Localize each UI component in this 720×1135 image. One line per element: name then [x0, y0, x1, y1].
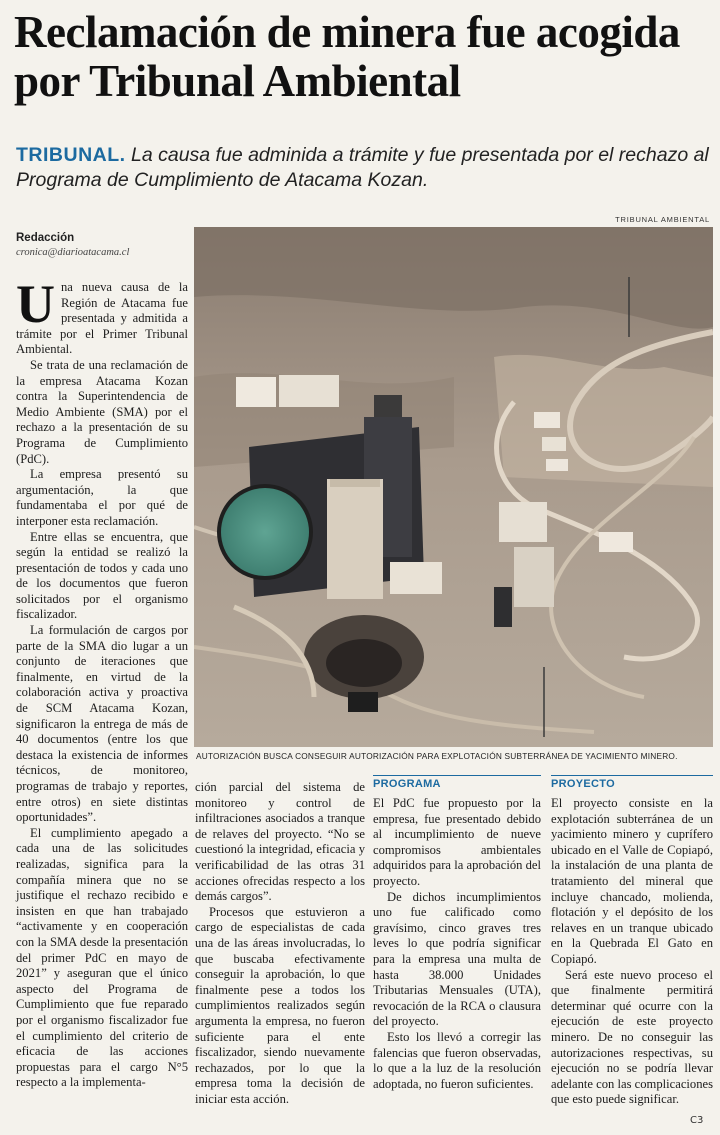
author: Redacción — [16, 232, 75, 244]
body-column-1 — [16, 274, 188, 1091]
aerial-photo — [194, 227, 713, 747]
end-mark-icon: C3 — [690, 1115, 704, 1126]
section-heading-proyecto: PROYECTO — [551, 778, 615, 790]
section-heading-programa: PROGRAMA — [373, 778, 441, 790]
body-column-3 — [373, 796, 541, 1092]
byline — [16, 232, 186, 258]
paragraph: Procesos que estuvieron a cargo de especialistas de cada una de las áreas involucradas, lo que buscaba efectivamente conseguir la aprobación, lo que finalmente pese a todos los cumplimientos realizados según argumenta la empresa, no fueron suficiente para el ente fiscalizador, siendo nuevamente rechazados, por lo que la empresa toma la decisión de iniciar esta acción. — [195, 904, 365, 1106]
deck-text: La causa fue adminida a trámite y fue presentada por el rechazo al Programa de Cumplimiento de Atacama Kozan. — [16, 144, 709, 191]
paragraph: El cumplimiento apegado a cada una de las solicitudes realizadas, significa para la compañía minera que no se justifique el rechazo recibido e insisten en que han trabajado “activamente y en cooperación con la SMA desde la presentación del primer PdC en mayo de 2021” y aseguran que el único aspecto del Programa de Cumplimiento que fue reparado por el organismo fiscalizador fue el cumplimiento del criterio de eficacia de las acciones propuestas para el cargo N°5 respecto a la implementa- — [16, 825, 188, 1090]
paragraph: Entre ellas se encuentra, que según la entidad se realizó la presentación de todos y cada uno de los documentos que fueron solicitados por el organismo fiscalizador. — [16, 529, 188, 622]
paragraph: El PdC fue propuesto por la empresa, fue presentado debido al incumplimiento de nueve compromisos ambientales adquiridos para la aprobación del proyecto. — [373, 796, 541, 888]
paragraph: Será este nuevo proceso el que finalmente permitirá determinar qué ocurre con la ejecución de este proyecto minero. De no conseguir las autorizaciones respectivas, su ejecución no se podría llevar adelante con las complicaciones que esto puede significar. — [551, 967, 713, 1107]
paragraph-text: na nueva causa de la Región de Atacama fue presentada y admitida a trámite por el Primer Tribunal Ambiental. — [16, 280, 188, 357]
paragraph: La empresa presentó su argumentación, la que fundamentaba el por qué de interponer esta reclamación. — [16, 467, 188, 528]
paragraph: El proyecto consiste en la explotación subterránea de un yacimiento minero y cuprífero ubicado en el Valle de Copiapó, la instalación de una planta de tratamiento del mineral que incluye chancado, molienda, flotación y el depósito de los relaves en un tranque ubicado en la Quebrada El Gato en Copiapó. — [551, 796, 713, 966]
body-column-2 — [195, 780, 365, 1107]
section-rule — [373, 775, 541, 776]
photo-caption: AUTORIZACIÓN BUSCA CONSEGUIR AUTORIZACIÓN PARA EXPLOTACIÓN SUBTERRÁNEA DE YACIMIENTO MINERO. — [196, 751, 678, 761]
paragraph: La formulación de cargos por parte de la SMA dio lugar a un conjunto de iteraciones que finalmente, en virtud de la colaboración activa y proactiva de SCM Atacama Kozan, significaron la entrega de más de 40 documentos (entre los que destaca la existencia de informes técnicos, de monitoreo, programas de trabajo y reportes, entre otros) en siete distintas oportunidades”. — [16, 623, 188, 825]
section-rule — [551, 775, 713, 776]
paragraph: Esto los llevó a corregir las falencias que fueron observadas, lo que a la luz de la resolución adoptada, no fueron suficientes. — [373, 1029, 541, 1091]
mine-aerial-image — [194, 227, 713, 747]
paragraph: ción parcial del sistema de monitoreo y control de infiltraciones asociados a tranque de relaves del proyecto. “No se cuestionó la integridad, eficacia y verificabilidad de las otras 31 acciones ofrecidas respecto a los demás cargos”. — [195, 780, 365, 904]
deck — [16, 143, 716, 193]
headline: Reclamación de minera fue acogida por Tribunal Ambiental — [14, 7, 680, 106]
paragraph: De dichos incumplimientos uno fue calificado como gravísimo, cinco graves tres leves lo que podría significar para la empresa una multa de hasta 38.000 Unidades Tributarias Mensuales (UTA), revocación de la RCA o clausura del proyecto. — [373, 889, 541, 1029]
author-email[interactable]: cronica@diarioatacama.cl — [16, 247, 130, 258]
paragraph: Se trata de una reclamación de la empresa Atacama Kozan contra la Superintendencia de Medio Ambiente (SMA) por el rechazo a la presentación de su Programa de Cumplimiento (PdC). — [16, 357, 188, 466]
dropcap: U — [16, 274, 55, 334]
kicker: TRIBUNAL. — [16, 144, 126, 166]
body-column-4 — [551, 796, 713, 1108]
photo-credit: TRIBUNAL AMBIENTAL — [615, 215, 710, 224]
paragraph — [16, 274, 188, 358]
